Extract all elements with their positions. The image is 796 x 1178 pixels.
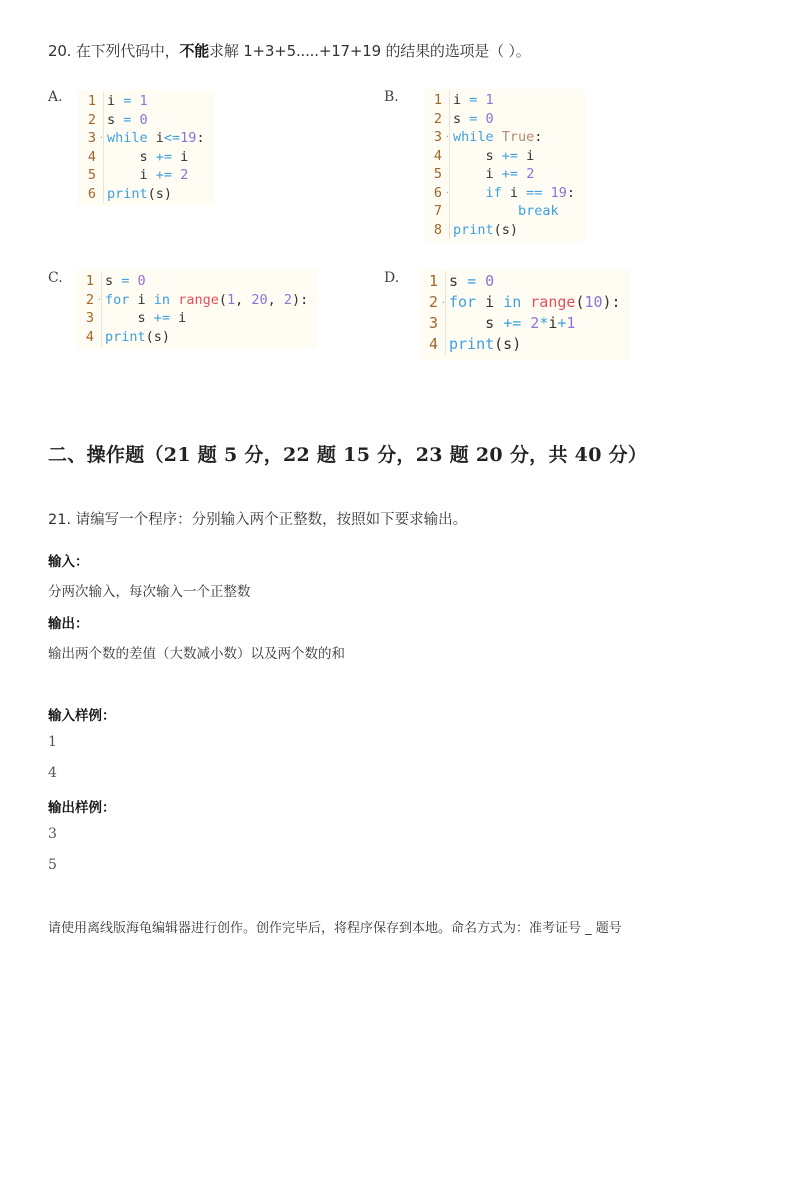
line-number: 3 bbox=[85, 310, 94, 326]
code-line bbox=[424, 128, 575, 147]
sample-input-heading: 输入样例： bbox=[48, 708, 116, 724]
code-line bbox=[78, 185, 205, 204]
code-text: s += i bbox=[101, 309, 186, 328]
line-number: 7 bbox=[433, 203, 442, 219]
line-number: 4 bbox=[433, 147, 442, 164]
fold-arrow-icon: · bbox=[445, 132, 450, 141]
code-text: for i in range(10): bbox=[445, 292, 621, 313]
fold-arrow-icon: · bbox=[445, 187, 450, 197]
sample-output-heading: 输出样例： bbox=[48, 800, 116, 816]
fold-arrow-icon: · bbox=[441, 298, 446, 307]
line-number: 2 bbox=[433, 110, 442, 127]
code-line bbox=[424, 110, 575, 129]
line-number: 4 bbox=[85, 328, 94, 345]
code-line bbox=[78, 111, 205, 130]
question-20-title bbox=[48, 40, 531, 61]
code-text: s = 0 bbox=[449, 110, 494, 129]
code-line bbox=[78, 166, 205, 185]
code-text: print(s) bbox=[449, 221, 518, 240]
code-line bbox=[76, 328, 308, 347]
input-description: 分两次输入，每次输入一个正整数 bbox=[48, 584, 251, 600]
option-c-label: C. bbox=[48, 270, 63, 286]
code-text: while True: bbox=[449, 128, 542, 147]
submission-instruction: 请使用离线版海龟编辑器进行创作。创作完毕后，将程序保存到本地。命名方式为：准考证号 _ 题号 bbox=[48, 921, 622, 936]
question-20-prefix: 20. 在下列代码中， bbox=[48, 42, 180, 60]
code-line bbox=[78, 92, 205, 111]
line-number: 1 bbox=[85, 273, 94, 289]
fold-arrow-icon: · bbox=[99, 133, 104, 142]
code-text: s = 0 bbox=[101, 272, 146, 291]
line-number: 2 bbox=[428, 293, 438, 311]
line-number: 4 bbox=[87, 148, 96, 165]
code-line bbox=[420, 271, 621, 292]
line-number: 5 bbox=[433, 166, 442, 182]
code-text: s += i bbox=[103, 148, 188, 167]
code-text: for i in range(1, 20, 2): bbox=[101, 291, 308, 310]
code-line bbox=[424, 91, 575, 110]
code-text: print(s) bbox=[103, 185, 172, 204]
code-line bbox=[424, 221, 575, 240]
code-line bbox=[424, 202, 575, 221]
line-number: 5 bbox=[87, 167, 96, 183]
output-heading: 输出： bbox=[48, 616, 89, 632]
line-number: 2 bbox=[85, 291, 94, 308]
line-number: 3 bbox=[87, 130, 96, 146]
line-number: 3 bbox=[433, 129, 442, 145]
line-number: 1 bbox=[433, 92, 442, 108]
code-text: print(s) bbox=[445, 334, 521, 355]
section-2-title: 二、操作题（21 题 5 分，22 题 15 分，23 题 20 分，共 40 分） bbox=[48, 444, 648, 466]
option-b-code-block bbox=[424, 89, 585, 242]
line-number: 6 bbox=[433, 184, 442, 201]
question-20-suffix: 求解 1+3+5.....+17+19 的结果的选项是（ ）。 bbox=[209, 42, 531, 60]
code-text: s = 0 bbox=[103, 111, 148, 130]
code-line bbox=[76, 272, 308, 291]
code-line bbox=[424, 147, 575, 166]
code-text: i = 1 bbox=[103, 92, 148, 111]
code-text: s += i bbox=[449, 147, 534, 166]
line-number: 2 bbox=[87, 111, 96, 128]
code-text: s = 0 bbox=[445, 271, 494, 292]
code-line bbox=[420, 313, 621, 334]
option-b-label: B. bbox=[384, 89, 399, 105]
code-text: print(s) bbox=[101, 328, 170, 347]
option-d-code-block bbox=[420, 269, 631, 361]
code-text: break bbox=[449, 202, 559, 221]
code-line bbox=[76, 291, 308, 310]
code-text: i += 2 bbox=[103, 166, 188, 185]
sample-input-value-2: 4 bbox=[48, 765, 57, 781]
sample-input-value-1: 1 bbox=[48, 734, 57, 750]
sample-output-value-1: 3 bbox=[48, 826, 57, 842]
code-line bbox=[76, 309, 308, 328]
code-text: i += 2 bbox=[449, 165, 534, 184]
line-number: 6 bbox=[87, 185, 96, 202]
code-line bbox=[78, 148, 205, 167]
code-line bbox=[420, 334, 621, 355]
code-text: i = 1 bbox=[449, 91, 494, 110]
input-heading: 输入： bbox=[48, 554, 89, 570]
code-line bbox=[424, 184, 575, 203]
option-a-code-block bbox=[78, 90, 215, 206]
option-a-label: A. bbox=[48, 89, 63, 105]
sample-output-value-2: 5 bbox=[48, 857, 57, 873]
line-number: 4 bbox=[428, 335, 438, 353]
line-number: 1 bbox=[428, 272, 438, 290]
option-c-code-block bbox=[76, 270, 318, 349]
code-text: s += 2*i+1 bbox=[445, 313, 575, 334]
code-text: if i == 19: bbox=[449, 184, 575, 203]
output-description: 输出两个数的差值（大数减小数）以及两个数的和 bbox=[48, 646, 345, 662]
line-number: 8 bbox=[433, 221, 442, 238]
code-line bbox=[78, 129, 205, 148]
line-number: 1 bbox=[87, 93, 96, 109]
question-20-emphasis: 不能 bbox=[179, 42, 210, 60]
question-21-title: 21. 请编写一个程序：分别输入两个正整数，按照如下要求输出。 bbox=[48, 512, 468, 528]
code-line bbox=[424, 165, 575, 184]
code-line bbox=[420, 292, 621, 313]
option-d-label: D. bbox=[384, 270, 400, 286]
line-number: 3 bbox=[428, 314, 438, 332]
code-text: while i<=19: bbox=[103, 129, 205, 148]
fold-arrow-icon: · bbox=[97, 294, 102, 304]
